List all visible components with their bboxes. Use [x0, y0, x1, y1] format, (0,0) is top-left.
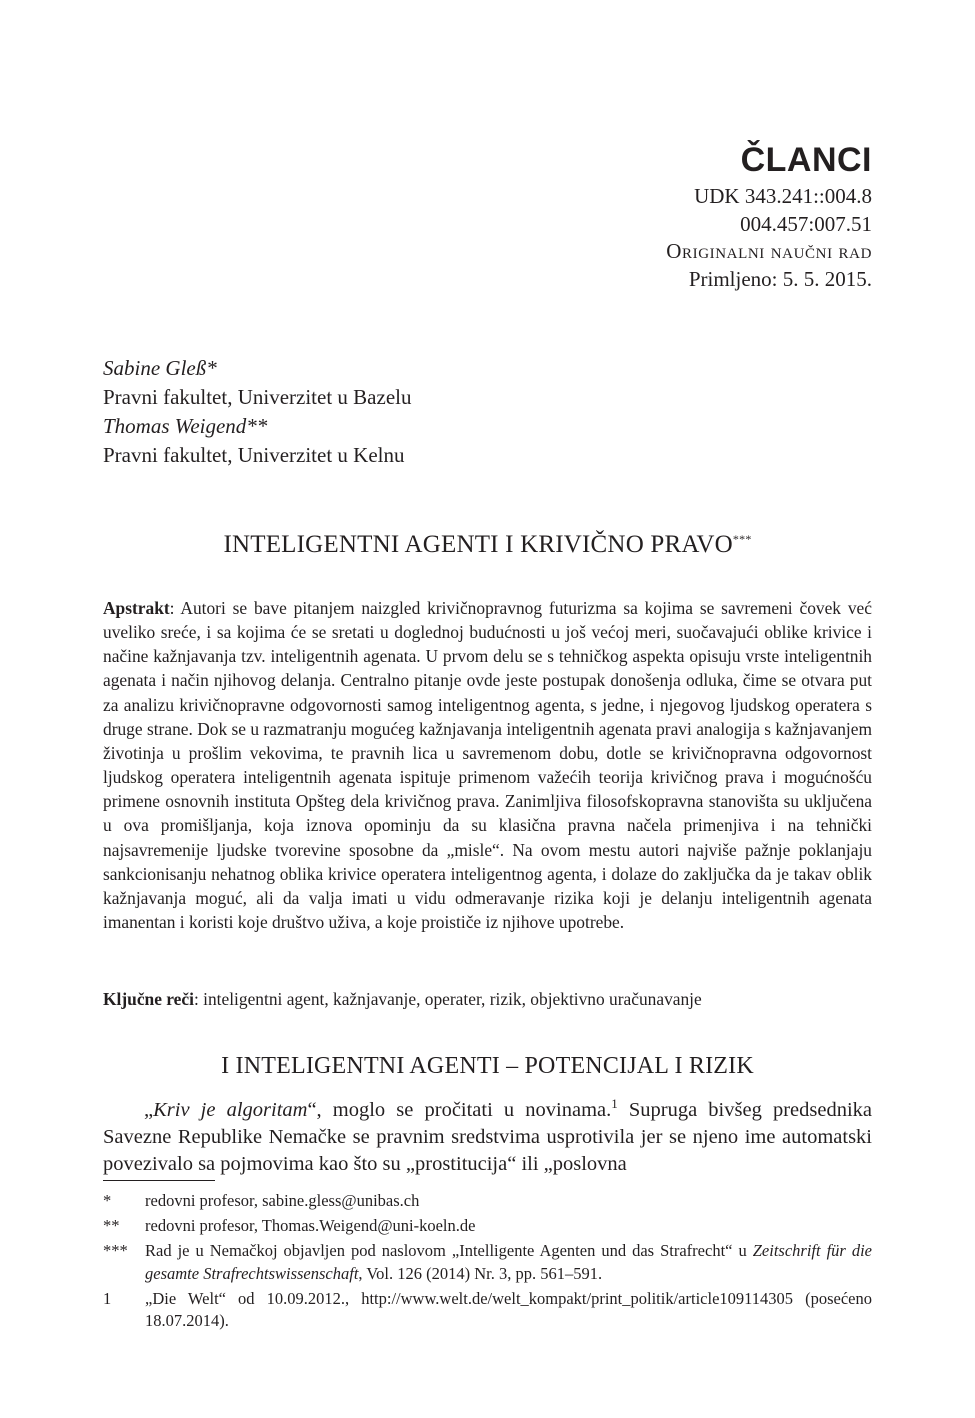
body-paragraph	[103, 1097, 872, 1178]
footnote-divider	[103, 1180, 215, 1181]
article-title-text: INTELIGENTNI AGENTI I KRIVIČNO PRAVO	[223, 531, 733, 558]
journal-title: Zeitschrift für die gesamte Strafrechtswissenschaft	[145, 1241, 873, 1283]
abstract	[103, 596, 872, 934]
footnote-text	[145, 1240, 872, 1285]
section-heading: I INTELIGENTNI AGENTI – POTENCIJAL I RIZIK	[221, 1053, 754, 1079]
article-header	[666, 140, 872, 293]
footnote-item	[103, 1215, 872, 1238]
journal-page	[103, 0, 872, 1418]
footnote-ref-1[interactable]: 1	[611, 1096, 618, 1111]
quote-rest: “, moglo se pročitati u novinama.	[307, 1099, 612, 1121]
footnote-item	[103, 1288, 872, 1333]
received-date: Primljeno: 5. 5. 2015.	[688, 266, 872, 291]
footnote-mark: 1	[103, 1288, 112, 1308]
title-footnote-mark[interactable]: ***	[732, 532, 752, 546]
abstract-text: : Autori se bave pitanjem naizgled krivičnopravnog futurizma sa kojima se savremeni čovek već uveliko sreće, i sa kojima će se sretati u doglednoj budućnosti u još većoj meri, suočavajući oblike krivice i načine kažnjavanja tzv. inteligentnih agenata. U prvom delu se s tehničkog aspekta opisuju vrste inteligentnih agenata i način njihovog delanja. Centralno pitanje ovde jeste postupak donošenja odluka, čime se otvara put za analizu krivičnopravne odgovornosti samog inteligentnog agenta, s jedne, i njegovog ljudskog operatera s druge strane. Dok se u razmatranju mogućeg kažnjavanja inteligentnih agenata pravi analogija s kažnjavanjem životinja u prošlim vekovima, te pravnih lica u savremenom dobu, dotle se krivičnopravna odgovornost ljudskog operatera inteligentnih agenata ispituje primenom važećih teorija krivičnog prava i mogućnošću primene osnovnih instituta Opšteg dela krivičnog prava. Zanimljiva filosofskopravna stanovišta su uključena u ova promišljanja, koja iznova opominju da su klasična pravna načela primenjiva i na tehnički najsavremenije ljudske tvorevine sposobne da „misle“. Na ovom mestu autori najviše pažnje poklanjaju sankcionisanju nehatnog oblika krivice operatera inteligentnog agenta, i dolaze do zaključka da je takav oblik kažnjavanja moguć, ali da valja imati u vidu odmeravanje rizika koji je delanju inteligentnih agenata imanentan i koristi koje društvo uživa, a koje proističe iz njihove upotrebe.	[103, 598, 872, 933]
quote-italic: Kriv je algoritam	[153, 1099, 308, 1121]
section-label: ČLANCI	[740, 141, 872, 179]
footnote-mark: **	[103, 1216, 120, 1235]
footnote-text-after: , Vol. 126 (2014) Nr. 3, pp. 561–591.	[358, 1263, 603, 1283]
quote-open: „	[144, 1099, 154, 1121]
author-list	[103, 354, 411, 470]
keywords-label: Ključne reči	[103, 989, 194, 1009]
paper-type: Originalni naučni rad	[666, 239, 872, 263]
footnote-text: „Die Welt“ od 10.09.2012., http://www.welt.de/welt_kompakt/print_politik/article109114305 (posećeno 18.07.2014).	[145, 1288, 872, 1330]
footnote-item	[103, 1240, 872, 1285]
footnote-item	[103, 1190, 872, 1213]
author-affiliation: Pravni fakultet, Univerzitet u Kelnu	[103, 443, 405, 467]
footnote-mark: *	[103, 1191, 112, 1210]
body-text: Supruga bivšeg predsednika Savezne Republike Nemačke se pravnim sredstvima usprotivila jer se njeno ime automatski povezivalo sa pojmovima kao što su „prostitucija“ ili „poslovna	[103, 1099, 872, 1175]
abstract-label: Apstrakt	[103, 598, 170, 618]
author-name: Thomas Weigend**	[103, 414, 268, 438]
footnote-text: redovni profesor, Thomas.Weigend@uni-koeln.de	[145, 1216, 476, 1235]
footnote-text: redovni profesor, sabine.gless@unibas.ch	[145, 1191, 420, 1210]
author-name: Sabine Gleß*	[103, 356, 217, 380]
article-title	[103, 528, 872, 562]
keywords-text: : inteligentni agent, kažnjavanje, operater, rizik, objektivno uračunavanje	[193, 989, 702, 1009]
footnotes	[103, 1190, 872, 1335]
keywords	[103, 987, 872, 1011]
udk-code-2: 004.457:007.51	[740, 211, 872, 236]
footnote-mark: ***	[103, 1241, 128, 1260]
author-affiliation: Pravni fakultet, Univerzitet u Bazelu	[103, 385, 412, 409]
footnote-text-before: Rad je u Nemačkoj objavljen pod naslovom „Intelligente Agenten und das Strafrecht“ u	[145, 1241, 753, 1260]
udk-code-1: UDK 343.241::004.8	[694, 184, 872, 208]
